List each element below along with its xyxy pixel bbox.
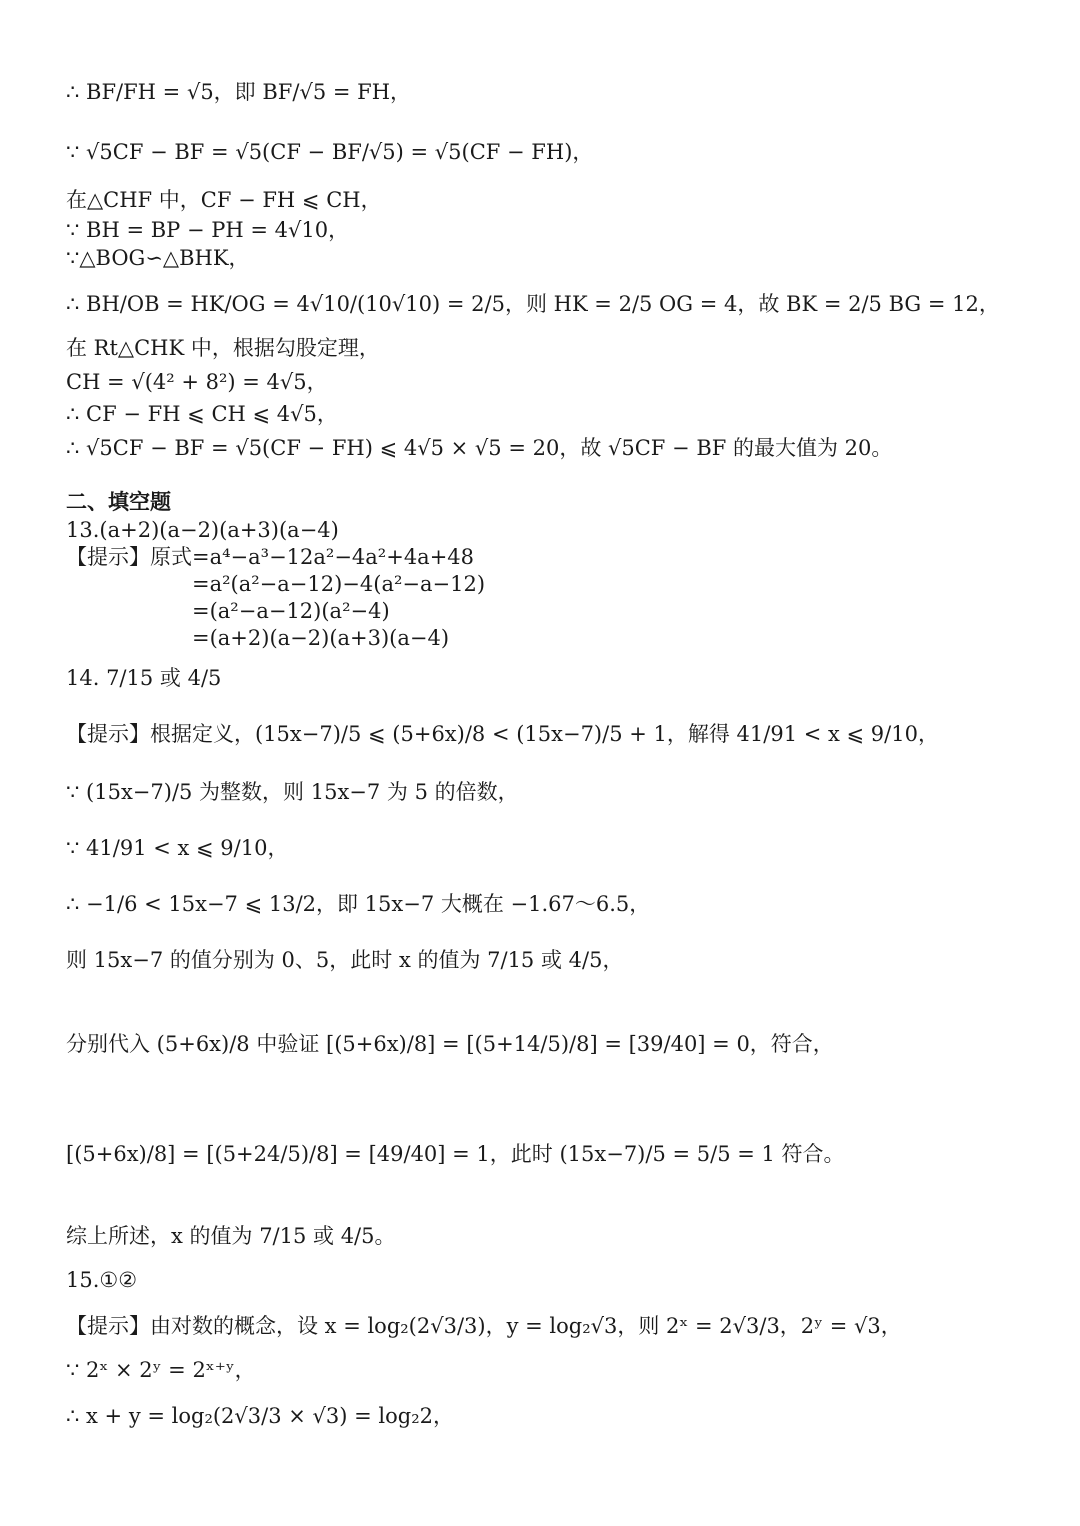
proof-line-6: ∴ BH/OB = HK/OG = 4√10/(10√10) = 2/5，则 HK = 2/5 OG = 4，故 BK = 2/5 BG = 12， bbox=[66, 292, 1000, 316]
q14-hint-line bbox=[66, 720, 939, 748]
proof-line-5: ∵△BOG∽△BHK， bbox=[66, 246, 250, 270]
q13-step-3: =(a²−a−12)(a²−4) bbox=[192, 599, 390, 623]
proof-line-9: ∴ CF − FH ⩽ CH ⩽ 4√5， bbox=[66, 402, 338, 426]
proof-line-1: ∴ BF/FH = √5，即 BF/√5 = FH， bbox=[66, 80, 412, 104]
q15-line-1: 由对数的概念，设 x = log₂(2√3/3)，y = log₂√3，则 2ˣ = 2√3/3，2ʸ = √3， bbox=[150, 1314, 902, 1338]
q15-hint-line bbox=[66, 1312, 902, 1340]
q14-line-3: ∵ 41/91 < x ⩽ 9/10， bbox=[66, 836, 289, 860]
q14-line-4: ∴ −1/6 < 15x−7 ⩽ 13/2，即 15x−7 大概在 −1.67～6.5， bbox=[66, 892, 651, 916]
hint-label: 【提示】 bbox=[66, 545, 150, 569]
proof-line-4: ∵ BH = BP − PH = 4√10， bbox=[66, 218, 350, 242]
section-title: 二、填空题 bbox=[66, 490, 171, 514]
q15-line-3: ∴ x + y = log₂(2√3/3 × √3) = log₂2， bbox=[66, 1404, 454, 1428]
hint-label: 【提示】 bbox=[66, 1314, 150, 1338]
q13-step-1: 原式=a⁴−a³−12a²−4a²+4a+48 bbox=[150, 545, 475, 569]
q15-answer: 15.①② bbox=[66, 1268, 138, 1292]
q14-line-2: ∵ (15x−7)/5 为整数，则 15x−7 为 5 的倍数， bbox=[66, 780, 519, 804]
proof-line-10: ∴ √5CF − BF = √5(CF − FH) ⩽ 4√5 × √5 = 20，故 √5CF − BF 的最大值为 20。 bbox=[66, 436, 893, 460]
q14-line-5: 则 15x−7 的值分别为 0、5，此时 x 的值为 7/15 或 4/5， bbox=[66, 948, 624, 972]
q14-line-6: 分别代入 (5+6x)/8 中验证 [(5+6x)/8] = [(5+14/5)/8] = [39/40] = 0，符合， bbox=[66, 1032, 834, 1056]
q14-line-7: [(5+6x)/8] = [(5+24/5)/8] = [49/40] = 1，此时 (15x−7)/5 = 5/5 = 1 符合。 bbox=[66, 1142, 845, 1166]
q13-step-2: =a²(a²−a−12)−4(a²−a−12) bbox=[192, 572, 486, 596]
q14-answer: 14. 7/15 或 4/5 bbox=[66, 666, 222, 690]
proof-line-3: 在△CHF 中，CF − FH ⩽ CH， bbox=[66, 188, 382, 212]
proof-line-7: 在 Rt△CHK 中，根据勾股定理， bbox=[66, 336, 380, 360]
q13-hint-line bbox=[66, 543, 474, 571]
hint-label: 【提示】 bbox=[66, 722, 150, 746]
q14-line-1: 根据定义，(15x−7)/5 ⩽ (5+6x)/8 < (15x−7)/5 + 1，解得 41/91 < x ⩽ 9/10， bbox=[150, 722, 939, 746]
q15-line-2: ∵ 2ˣ × 2ʸ = 2ˣ⁺ʸ， bbox=[66, 1358, 256, 1382]
proof-line-8: CH = √(4² + 8²) = 4√5， bbox=[66, 370, 328, 394]
proof-line-2: ∵ √5CF − BF = √5(CF − BF/√5) = √5(CF − FH)， bbox=[66, 140, 594, 164]
q13-step-4: =(a+2)(a−2)(a+3)(a−4) bbox=[192, 626, 450, 650]
q13-answer: 13.(a+2)(a−2)(a+3)(a−4) bbox=[66, 518, 339, 542]
q14-line-8: 综上所述，x 的值为 7/15 或 4/5。 bbox=[66, 1224, 396, 1248]
